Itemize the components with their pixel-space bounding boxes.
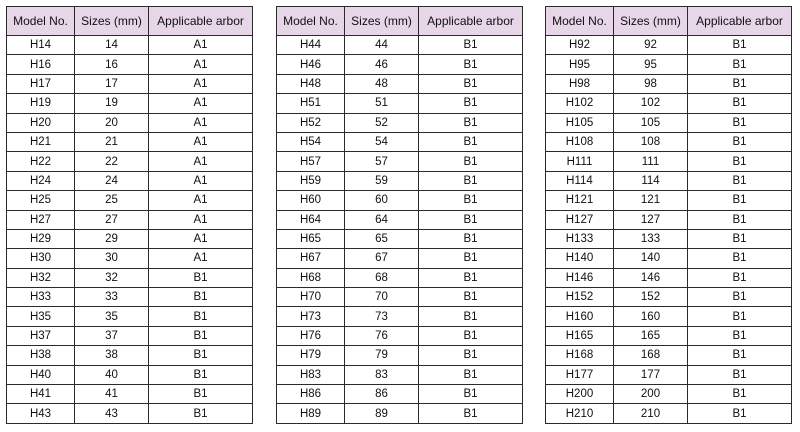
header-applicable-arbor: Applicable arbor [419,7,523,36]
model-no-cell: H41 [7,385,75,404]
table-row [546,346,792,365]
model-no-cell: H105 [546,113,614,132]
model-no-cell: H68 [277,268,345,287]
model-no-cell: H32 [7,268,75,287]
table-row [277,132,523,151]
size-cell: 165 [614,326,688,345]
arbor-cell: B1 [419,36,523,55]
header-row [546,7,792,36]
model-table-1 [6,6,253,424]
arbor-cell: B1 [688,210,792,229]
model-no-cell: H92 [546,36,614,55]
arbor-cell: B1 [149,365,253,384]
model-no-cell: H35 [7,307,75,326]
arbor-cell: A1 [149,229,253,248]
size-cell: 133 [614,229,688,248]
arbor-cell: B1 [419,55,523,74]
table-row [7,191,253,210]
table-row [7,307,253,326]
arbor-cell: B1 [688,55,792,74]
arbor-cell: B1 [419,365,523,384]
model-no-cell: H108 [546,132,614,151]
table-row [7,326,253,345]
table-row [7,346,253,365]
model-no-cell: H25 [7,191,75,210]
size-cell: 168 [614,346,688,365]
size-cell: 177 [614,365,688,384]
model-no-cell: H76 [277,326,345,345]
arbor-cell: A1 [149,210,253,229]
model-no-cell: H22 [7,152,75,171]
model-no-cell: H51 [277,94,345,113]
table-row [546,249,792,268]
arbor-cell: B1 [688,94,792,113]
arbor-cell: A1 [149,171,253,190]
table-row [277,249,523,268]
table-row [7,365,253,384]
arbor-cell: B1 [419,268,523,287]
model-no-cell: H73 [277,307,345,326]
size-cell: 22 [75,152,149,171]
arbor-cell: B1 [419,249,523,268]
table-row [7,210,253,229]
header-model-no: Model No. [7,7,75,36]
table-row [7,268,253,287]
model-no-cell: H102 [546,94,614,113]
arbor-cell: B1 [419,288,523,307]
model-no-cell: H48 [277,74,345,93]
arbor-cell: B1 [419,74,523,93]
arbor-cell: B1 [688,326,792,345]
header-sizes-mm: Sizes (mm) [345,7,419,36]
arbor-cell: B1 [688,132,792,151]
size-cell: 121 [614,191,688,210]
table-row [7,152,253,171]
arbor-cell: B1 [149,404,253,423]
size-cell: 114 [614,171,688,190]
arbor-cell: A1 [149,113,253,132]
arbor-cell: B1 [688,36,792,55]
arbor-cell: B1 [419,404,523,423]
size-cell: 68 [345,268,419,287]
size-cell: 98 [614,74,688,93]
arbor-cell: B1 [419,171,523,190]
model-no-cell: H86 [277,385,345,404]
header-sizes-mm: Sizes (mm) [614,7,688,36]
size-cell: 92 [614,36,688,55]
model-no-cell: H146 [546,268,614,287]
model-no-cell: H43 [7,404,75,423]
arbor-cell: B1 [688,191,792,210]
size-cell: 25 [75,191,149,210]
size-cell: 152 [614,288,688,307]
arbor-cell: B1 [149,346,253,365]
table-row [546,55,792,74]
size-cell: 38 [75,346,149,365]
size-cell: 70 [345,288,419,307]
table-row [277,385,523,404]
model-no-cell: H133 [546,229,614,248]
table-row [546,171,792,190]
arbor-cell: B1 [688,288,792,307]
size-cell: 57 [345,152,419,171]
table-row [277,152,523,171]
table-row [546,326,792,345]
header-row [7,7,253,36]
model-no-cell: H95 [546,55,614,74]
size-cell: 160 [614,307,688,326]
table-row [277,210,523,229]
size-cell: 16 [75,55,149,74]
size-cell: 40 [75,365,149,384]
size-cell: 210 [614,404,688,423]
arbor-cell: B1 [149,326,253,345]
header-row [277,7,523,36]
arbor-cell: B1 [419,113,523,132]
size-cell: 64 [345,210,419,229]
model-no-cell: H168 [546,346,614,365]
arbor-cell: B1 [688,268,792,287]
size-cell: 127 [614,210,688,229]
table-row [7,229,253,248]
table-row [546,229,792,248]
size-cell: 54 [345,132,419,151]
model-table-2 [276,6,523,424]
model-no-cell: H111 [546,152,614,171]
size-cell: 146 [614,268,688,287]
header-applicable-arbor: Applicable arbor [149,7,253,36]
table-row [546,132,792,151]
size-cell: 102 [614,94,688,113]
model-no-cell: H16 [7,55,75,74]
arbor-cell: B1 [419,229,523,248]
model-no-cell: H89 [277,404,345,423]
model-no-cell: H44 [277,36,345,55]
size-cell: 73 [345,307,419,326]
size-cell: 200 [614,385,688,404]
model-no-cell: H200 [546,385,614,404]
model-table-3 [545,6,792,424]
model-no-cell: H40 [7,365,75,384]
arbor-cell: B1 [419,210,523,229]
header-sizes-mm: Sizes (mm) [75,7,149,36]
arbor-cell: B1 [688,404,792,423]
model-no-cell: H21 [7,132,75,151]
model-no-cell: H29 [7,229,75,248]
arbor-cell: A1 [149,249,253,268]
table-row [7,94,253,113]
arbor-cell: B1 [688,74,792,93]
size-cell: 95 [614,55,688,74]
table-row [546,210,792,229]
arbor-cell: A1 [149,94,253,113]
model-no-cell: H30 [7,249,75,268]
size-cell: 27 [75,210,149,229]
arbor-cell: B1 [688,346,792,365]
model-no-cell: H210 [546,404,614,423]
size-cell: 65 [345,229,419,248]
table-row [7,404,253,423]
model-no-cell: H140 [546,249,614,268]
size-cell: 37 [75,326,149,345]
model-no-cell: H83 [277,365,345,384]
arbor-cell: B1 [419,94,523,113]
arbor-cell: B1 [688,385,792,404]
size-cell: 83 [345,365,419,384]
size-cell: 140 [614,249,688,268]
model-no-cell: H177 [546,365,614,384]
model-no-cell: H121 [546,191,614,210]
table-row [277,171,523,190]
model-no-cell: H165 [546,326,614,345]
arbor-cell: B1 [688,113,792,132]
table-row [546,404,792,423]
size-cell: 59 [345,171,419,190]
model-no-cell: H37 [7,326,75,345]
model-no-cell: H57 [277,152,345,171]
table-row [277,229,523,248]
model-no-cell: H160 [546,307,614,326]
size-cell: 19 [75,94,149,113]
table-row [546,152,792,171]
table-row [546,365,792,384]
table-row [277,365,523,384]
size-cell: 21 [75,132,149,151]
model-no-cell: H65 [277,229,345,248]
model-no-cell: H46 [277,55,345,74]
size-cell: 41 [75,385,149,404]
model-no-cell: H79 [277,346,345,365]
size-cell: 32 [75,268,149,287]
table-row [546,94,792,113]
model-no-cell: H60 [277,191,345,210]
model-no-cell: H59 [277,171,345,190]
size-cell: 48 [345,74,419,93]
arbor-cell: B1 [419,191,523,210]
size-cell: 30 [75,249,149,268]
table-row [7,249,253,268]
model-no-cell: H24 [7,171,75,190]
table-row [277,268,523,287]
table-row [7,74,253,93]
header-model-no: Model No. [546,7,614,36]
model-no-cell: H67 [277,249,345,268]
table-row [277,74,523,93]
size-cell: 17 [75,74,149,93]
arbor-cell: B1 [688,152,792,171]
size-cell: 33 [75,288,149,307]
size-cell: 60 [345,191,419,210]
arbor-cell: B1 [149,268,253,287]
size-cell: 29 [75,229,149,248]
arbor-cell: B1 [688,307,792,326]
size-cell: 67 [345,249,419,268]
size-cell: 86 [345,385,419,404]
table-row [546,74,792,93]
size-cell: 79 [345,346,419,365]
table-row [277,36,523,55]
arbor-cell: B1 [419,385,523,404]
table-row [546,113,792,132]
size-cell: 46 [345,55,419,74]
table-row [546,288,792,307]
model-no-cell: H152 [546,288,614,307]
table-row [7,385,253,404]
table-row [546,36,792,55]
arbor-cell: B1 [688,229,792,248]
arbor-cell: B1 [149,288,253,307]
table-row [7,36,253,55]
table-row [277,404,523,423]
model-no-cell: H64 [277,210,345,229]
size-cell: 44 [345,36,419,55]
arbor-cell: B1 [688,365,792,384]
arbor-cell: A1 [149,36,253,55]
table-row [277,288,523,307]
model-no-cell: H17 [7,74,75,93]
size-cell: 89 [345,404,419,423]
arbor-cell: B1 [149,307,253,326]
model-no-cell: H19 [7,94,75,113]
model-no-cell: H98 [546,74,614,93]
table-row [546,268,792,287]
model-no-cell: H52 [277,113,345,132]
table-row [546,307,792,326]
model-no-cell: H14 [7,36,75,55]
table-row [277,113,523,132]
arbor-cell: B1 [149,385,253,404]
size-cell: 35 [75,307,149,326]
size-cell: 20 [75,113,149,132]
model-no-cell: H127 [546,210,614,229]
model-no-cell: H114 [546,171,614,190]
table-row [7,288,253,307]
table-row [277,307,523,326]
table-row [277,191,523,210]
arbor-cell: A1 [149,152,253,171]
arbor-cell: B1 [419,307,523,326]
size-cell: 105 [614,113,688,132]
model-no-cell: H38 [7,346,75,365]
arbor-cell: A1 [149,191,253,210]
table-row [277,94,523,113]
table-row [7,132,253,151]
model-no-cell: H54 [277,132,345,151]
model-no-cell: H70 [277,288,345,307]
size-cell: 43 [75,404,149,423]
arbor-cell: A1 [149,74,253,93]
arbor-cell: B1 [688,249,792,268]
arbor-cell: A1 [149,55,253,74]
table-row [546,385,792,404]
table-row [277,326,523,345]
model-no-cell: H27 [7,210,75,229]
header-applicable-arbor: Applicable arbor [688,7,792,36]
model-no-cell: H33 [7,288,75,307]
arbor-cell: A1 [149,132,253,151]
size-cell: 51 [345,94,419,113]
arbor-cell: B1 [419,346,523,365]
size-cell: 24 [75,171,149,190]
table-row [7,113,253,132]
table-row [7,171,253,190]
table-row [546,191,792,210]
size-cell: 52 [345,113,419,132]
size-cell: 14 [75,36,149,55]
arbor-cell: B1 [419,326,523,345]
table-row [277,55,523,74]
size-cell: 108 [614,132,688,151]
model-no-cell: H20 [7,113,75,132]
header-model-no: Model No. [277,7,345,36]
arbor-cell: B1 [688,171,792,190]
size-cell: 76 [345,326,419,345]
table-row [7,55,253,74]
arbor-cell: B1 [419,132,523,151]
arbor-cell: B1 [419,152,523,171]
size-cell: 111 [614,152,688,171]
table-row [277,346,523,365]
